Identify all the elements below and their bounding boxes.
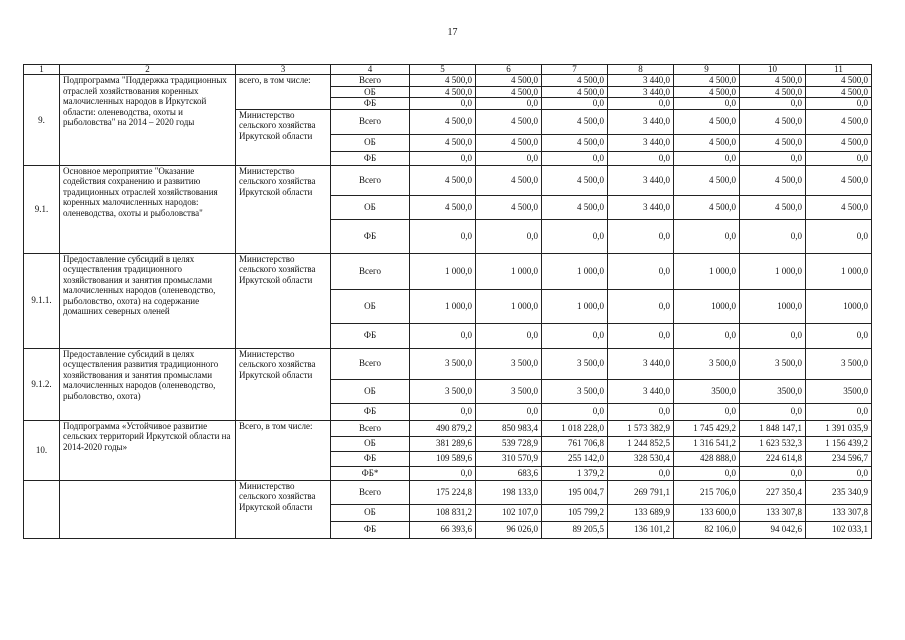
year-value-cell: 0,0 — [410, 151, 476, 165]
year-value-cell: 224 614,8 — [740, 451, 806, 466]
year-value-cell: 0,0 — [674, 151, 740, 165]
year-value-cell: 0,0 — [542, 323, 608, 348]
year-value-cell: 490 879,2 — [410, 420, 476, 436]
year-value-cell: 3 500,0 — [806, 348, 872, 379]
year-value-cell: 0,0 — [740, 323, 806, 348]
year-value-cell: 4 500,0 — [476, 86, 542, 98]
year-value-cell: 4 500,0 — [410, 109, 476, 134]
page-number: 17 — [447, 27, 458, 38]
year-value-cell: 3 500,0 — [542, 379, 608, 403]
funding-source-cell: ФБ* — [331, 466, 410, 480]
funding-source-cell: Всего — [331, 165, 410, 195]
year-value-cell: 3 500,0 — [410, 379, 476, 403]
year-value-cell: 0,0 — [410, 219, 476, 253]
year-value-cell: 0,0 — [674, 98, 740, 110]
year-value-cell: 1 379,2 — [542, 466, 608, 480]
col-header: 2 — [60, 65, 236, 75]
year-value-cell: 0,0 — [608, 323, 674, 348]
year-value-cell: 4 500,0 — [740, 134, 806, 151]
year-value-cell: 4 500,0 — [806, 134, 872, 151]
year-value-cell: 102 107,0 — [476, 504, 542, 521]
year-value-cell: 105 799,2 — [542, 504, 608, 521]
funding-source-cell: Всего — [331, 253, 410, 289]
item-name-cell: Подпрограмма «Устойчивое развитие сельских территорий Иркутской области на 2014-2020 годы» — [60, 420, 236, 480]
item-name-cell: Предоставление субсидий в целях осуществления традиционного хозяйствования и занятия промыслами малочисленных народов (оленеводство, рыболовство, охота) на содержание домашних северных оленей — [60, 253, 236, 348]
year-value-cell: 850 983,4 — [476, 420, 542, 436]
year-value-cell: 4 500,0 — [806, 165, 872, 195]
executor-cell: Министерство сельского хозяйства Иркутской области — [236, 165, 331, 253]
year-value-cell: 4 500,0 — [476, 75, 542, 87]
year-value-cell: 0,0 — [542, 219, 608, 253]
year-value-cell: 0,0 — [410, 323, 476, 348]
year-value-cell: 1 000,0 — [740, 253, 806, 289]
year-value-cell: 0,0 — [740, 98, 806, 110]
budget-table — [23, 64, 872, 539]
funding-source-cell: ФБ — [331, 219, 410, 253]
year-value-cell: 1 573 382,9 — [608, 420, 674, 436]
year-value-cell: 0,0 — [806, 219, 872, 253]
year-value-cell: 381 289,6 — [410, 436, 476, 451]
year-value-cell: 0,0 — [542, 151, 608, 165]
year-value-cell: 133 307,8 — [806, 504, 872, 521]
year-value-cell: 0,0 — [476, 403, 542, 420]
year-value-cell: 1 000,0 — [674, 253, 740, 289]
year-value-cell: 1 244 852,5 — [608, 436, 674, 451]
year-value-cell: 3500,0 — [674, 379, 740, 403]
item-code-cell: 9. — [24, 75, 60, 166]
year-value-cell: 0,0 — [542, 403, 608, 420]
year-value-cell: 0,0 — [740, 403, 806, 420]
col-header: 5 — [410, 65, 476, 75]
item-name-cell: Основное мероприятие "Оказание содействия сохранению и развитию традиционных отраслей хозяйствования коренных малочисленных народов: оленеводства, охоты и рыболовства" — [60, 165, 236, 253]
col-header: 8 — [608, 65, 674, 75]
funding-source-cell: ОБ — [331, 289, 410, 323]
year-value-cell: 3 440,0 — [608, 86, 674, 98]
year-value-cell: 1 000,0 — [476, 289, 542, 323]
executor-cell: Министерство сельского хозяйства Иркутской области — [236, 348, 331, 420]
table-row — [24, 348, 872, 379]
year-value-cell: 0,0 — [674, 466, 740, 480]
year-value-cell: 310 570,9 — [476, 451, 542, 466]
year-value-cell: 0,0 — [806, 98, 872, 110]
year-value-cell: 3 440,0 — [608, 109, 674, 134]
year-value-cell: 4 500,0 — [410, 134, 476, 151]
year-value-cell: 1 316 541,2 — [674, 436, 740, 451]
year-value-cell: 0,0 — [476, 151, 542, 165]
year-value-cell: 66 393,6 — [410, 521, 476, 538]
funding-source-cell: ФБ — [331, 451, 410, 466]
item-name-cell: Подпрограмма "Поддержка традиционных отраслей хозяйствования коренных малочисленных народов в Иркутской области: оленеводства, охоты и рыболовства" на 2014 – 2020 годы — [60, 75, 236, 166]
table-row — [24, 165, 872, 195]
year-value-cell: 0,0 — [806, 466, 872, 480]
funding-source-cell: ФБ — [331, 521, 410, 538]
year-value-cell: 1 391 035,9 — [806, 420, 872, 436]
col-header: 10 — [740, 65, 806, 75]
year-value-cell: 3 500,0 — [740, 348, 806, 379]
year-value-cell: 4 500,0 — [542, 75, 608, 87]
year-value-cell: 109 589,6 — [410, 451, 476, 466]
year-value-cell: 4 500,0 — [740, 86, 806, 98]
year-value-cell: 761 706,8 — [542, 436, 608, 451]
year-value-cell: 4 500,0 — [740, 75, 806, 87]
year-value-cell: 133 307,8 — [740, 504, 806, 521]
executor-cell: Министерство сельского хозяйства Иркутской области — [236, 480, 331, 538]
funding-source-cell: ОБ — [331, 134, 410, 151]
year-value-cell: 4 500,0 — [674, 86, 740, 98]
year-value-cell: 0,0 — [806, 403, 872, 420]
funding-source-cell: ОБ — [331, 504, 410, 521]
year-value-cell: 0,0 — [740, 466, 806, 480]
year-value-cell: 3 500,0 — [410, 348, 476, 379]
executor-cell: Министерство сельского хозяйства Иркутской области — [236, 253, 331, 348]
header-row — [24, 65, 872, 75]
table-row — [24, 480, 872, 504]
year-value-cell: 1000,0 — [740, 289, 806, 323]
year-value-cell: 4 500,0 — [542, 195, 608, 219]
year-value-cell: 4 500,0 — [476, 165, 542, 195]
col-header: 7 — [542, 65, 608, 75]
item-code-cell — [24, 480, 60, 538]
year-value-cell: 0,0 — [608, 151, 674, 165]
table-row — [24, 75, 872, 87]
year-value-cell: 3 440,0 — [608, 195, 674, 219]
year-value-cell: 133 600,0 — [674, 504, 740, 521]
col-header: 3 — [236, 65, 331, 75]
year-value-cell: 3500,0 — [740, 379, 806, 403]
year-value-cell: 234 596,7 — [806, 451, 872, 466]
year-value-cell: 0,0 — [542, 98, 608, 110]
year-value-cell: 1 018 228,0 — [542, 420, 608, 436]
year-value-cell: 0,0 — [476, 98, 542, 110]
year-value-cell: 227 350,4 — [740, 480, 806, 504]
year-value-cell: 3 440,0 — [608, 134, 674, 151]
funding-source-cell: ФБ — [331, 151, 410, 165]
year-value-cell: 4 500,0 — [542, 134, 608, 151]
year-value-cell: 4 500,0 — [542, 109, 608, 134]
year-value-cell: 4 500,0 — [740, 165, 806, 195]
funding-source-cell: Всего — [331, 480, 410, 504]
year-value-cell: 133 689,9 — [608, 504, 674, 521]
year-value-cell: 102 033,1 — [806, 521, 872, 538]
year-value-cell: 4 500,0 — [410, 86, 476, 98]
year-value-cell: 198 133,0 — [476, 480, 542, 504]
year-value-cell: 0,0 — [608, 466, 674, 480]
year-value-cell: 255 142,0 — [542, 451, 608, 466]
year-value-cell: 4 500,0 — [740, 109, 806, 134]
year-value-cell: 0,0 — [674, 323, 740, 348]
year-value-cell: 0,0 — [410, 466, 476, 480]
year-value-cell: 0,0 — [608, 403, 674, 420]
year-value-cell: 269 791,1 — [608, 480, 674, 504]
year-value-cell: 4 500,0 — [806, 109, 872, 134]
year-value-cell: 108 831,2 — [410, 504, 476, 521]
year-value-cell: 0,0 — [608, 98, 674, 110]
year-value-cell: 4 500,0 — [476, 109, 542, 134]
year-value-cell: 4 500,0 — [410, 165, 476, 195]
year-value-cell: 3 440,0 — [608, 348, 674, 379]
item-code-cell: 9.1. — [24, 165, 60, 253]
table-row — [24, 253, 872, 289]
year-value-cell: 4 500,0 — [476, 195, 542, 219]
year-value-cell: 4 500,0 — [674, 134, 740, 151]
year-value-cell: 1 156 439,2 — [806, 436, 872, 451]
year-value-cell: 4 500,0 — [410, 75, 476, 87]
year-value-cell: 0,0 — [740, 151, 806, 165]
year-value-cell: 235 340,9 — [806, 480, 872, 504]
year-value-cell: 0,0 — [476, 219, 542, 253]
year-value-cell: 3 500,0 — [476, 379, 542, 403]
funding-source-cell: ФБ — [331, 403, 410, 420]
funding-source-cell: ОБ — [331, 379, 410, 403]
funding-source-cell: ФБ — [331, 98, 410, 110]
year-value-cell: 94 042,6 — [740, 521, 806, 538]
executor-cell: Министерство сельского хозяйства Иркутской области — [236, 109, 331, 165]
year-value-cell: 0,0 — [410, 403, 476, 420]
year-value-cell: 4 500,0 — [674, 195, 740, 219]
year-value-cell: 3 500,0 — [476, 348, 542, 379]
year-value-cell: 0,0 — [410, 98, 476, 110]
year-value-cell: 1000,0 — [674, 289, 740, 323]
year-value-cell: 175 224,8 — [410, 480, 476, 504]
year-value-cell: 215 706,0 — [674, 480, 740, 504]
funding-source-cell: ОБ — [331, 436, 410, 451]
year-value-cell: 136 101,2 — [608, 521, 674, 538]
year-value-cell: 328 530,4 — [608, 451, 674, 466]
year-value-cell: 0,0 — [806, 151, 872, 165]
year-value-cell: 1 000,0 — [410, 289, 476, 323]
year-value-cell: 539 728,9 — [476, 436, 542, 451]
year-value-cell: 0,0 — [608, 289, 674, 323]
col-header: 9 — [674, 65, 740, 75]
year-value-cell: 82 106,0 — [674, 521, 740, 538]
year-value-cell: 4 500,0 — [542, 165, 608, 195]
year-value-cell: 4 500,0 — [740, 195, 806, 219]
table-row — [24, 420, 872, 436]
funding-source-cell: Всего — [331, 420, 410, 436]
year-value-cell: 4 500,0 — [674, 109, 740, 134]
year-value-cell: 4 500,0 — [542, 86, 608, 98]
item-code-cell: 9.1.1. — [24, 253, 60, 348]
year-value-cell: 3 440,0 — [608, 379, 674, 403]
funding-source-cell: ФБ — [331, 323, 410, 348]
funding-source-cell: ОБ — [331, 195, 410, 219]
year-value-cell: 0,0 — [476, 323, 542, 348]
year-value-cell: 1 000,0 — [476, 253, 542, 289]
year-value-cell: 428 888,0 — [674, 451, 740, 466]
year-value-cell: 1000,0 — [806, 289, 872, 323]
year-value-cell: 3 440,0 — [608, 165, 674, 195]
item-code-cell: 9.1.2. — [24, 348, 60, 420]
year-value-cell: 683,6 — [476, 466, 542, 480]
funding-source-cell: Всего — [331, 75, 410, 87]
year-value-cell: 1 623 532,3 — [740, 436, 806, 451]
year-value-cell: 4 500,0 — [674, 165, 740, 195]
year-value-cell: 0,0 — [674, 403, 740, 420]
year-value-cell: 1 000,0 — [806, 253, 872, 289]
year-value-cell: 3 500,0 — [542, 348, 608, 379]
executor-cell: всего, в том числе: — [236, 75, 331, 110]
funding-source-cell: Всего — [331, 109, 410, 134]
year-value-cell: 89 205,5 — [542, 521, 608, 538]
col-header: 1 — [24, 65, 60, 75]
year-value-cell: 4 500,0 — [806, 195, 872, 219]
funding-source-cell: Всего — [331, 348, 410, 379]
year-value-cell: 3500,0 — [806, 379, 872, 403]
year-value-cell: 0,0 — [608, 219, 674, 253]
year-value-cell: 1 745 429,2 — [674, 420, 740, 436]
item-name-cell — [60, 480, 236, 538]
col-header: 6 — [476, 65, 542, 75]
year-value-cell: 1 848 147,1 — [740, 420, 806, 436]
year-value-cell: 4 500,0 — [806, 75, 872, 87]
year-value-cell: 4 500,0 — [476, 134, 542, 151]
item-code-cell: 10. — [24, 420, 60, 480]
year-value-cell: 4 500,0 — [806, 86, 872, 98]
year-value-cell: 1 000,0 — [542, 289, 608, 323]
year-value-cell: 96 026,0 — [476, 521, 542, 538]
year-value-cell: 0,0 — [674, 219, 740, 253]
year-value-cell: 4 500,0 — [410, 195, 476, 219]
col-header: 4 — [331, 65, 410, 75]
year-value-cell: 3 500,0 — [674, 348, 740, 379]
year-value-cell: 0,0 — [608, 253, 674, 289]
year-value-cell: 1 000,0 — [410, 253, 476, 289]
col-header: 11 — [806, 65, 872, 75]
funding-source-cell: ОБ — [331, 86, 410, 98]
year-value-cell: 195 004,7 — [542, 480, 608, 504]
item-name-cell: Предоставление субсидий в целях осуществления развития традиционного хозяйствования и занятия промыслами малочисленных народов (оленеводство, рыболовство, охота) — [60, 348, 236, 420]
year-value-cell: 4 500,0 — [674, 75, 740, 87]
year-value-cell: 1 000,0 — [542, 253, 608, 289]
year-value-cell: 0,0 — [806, 323, 872, 348]
executor-cell: Всего, в том числе: — [236, 420, 331, 480]
year-value-cell: 3 440,0 — [608, 75, 674, 87]
year-value-cell: 0,0 — [740, 219, 806, 253]
